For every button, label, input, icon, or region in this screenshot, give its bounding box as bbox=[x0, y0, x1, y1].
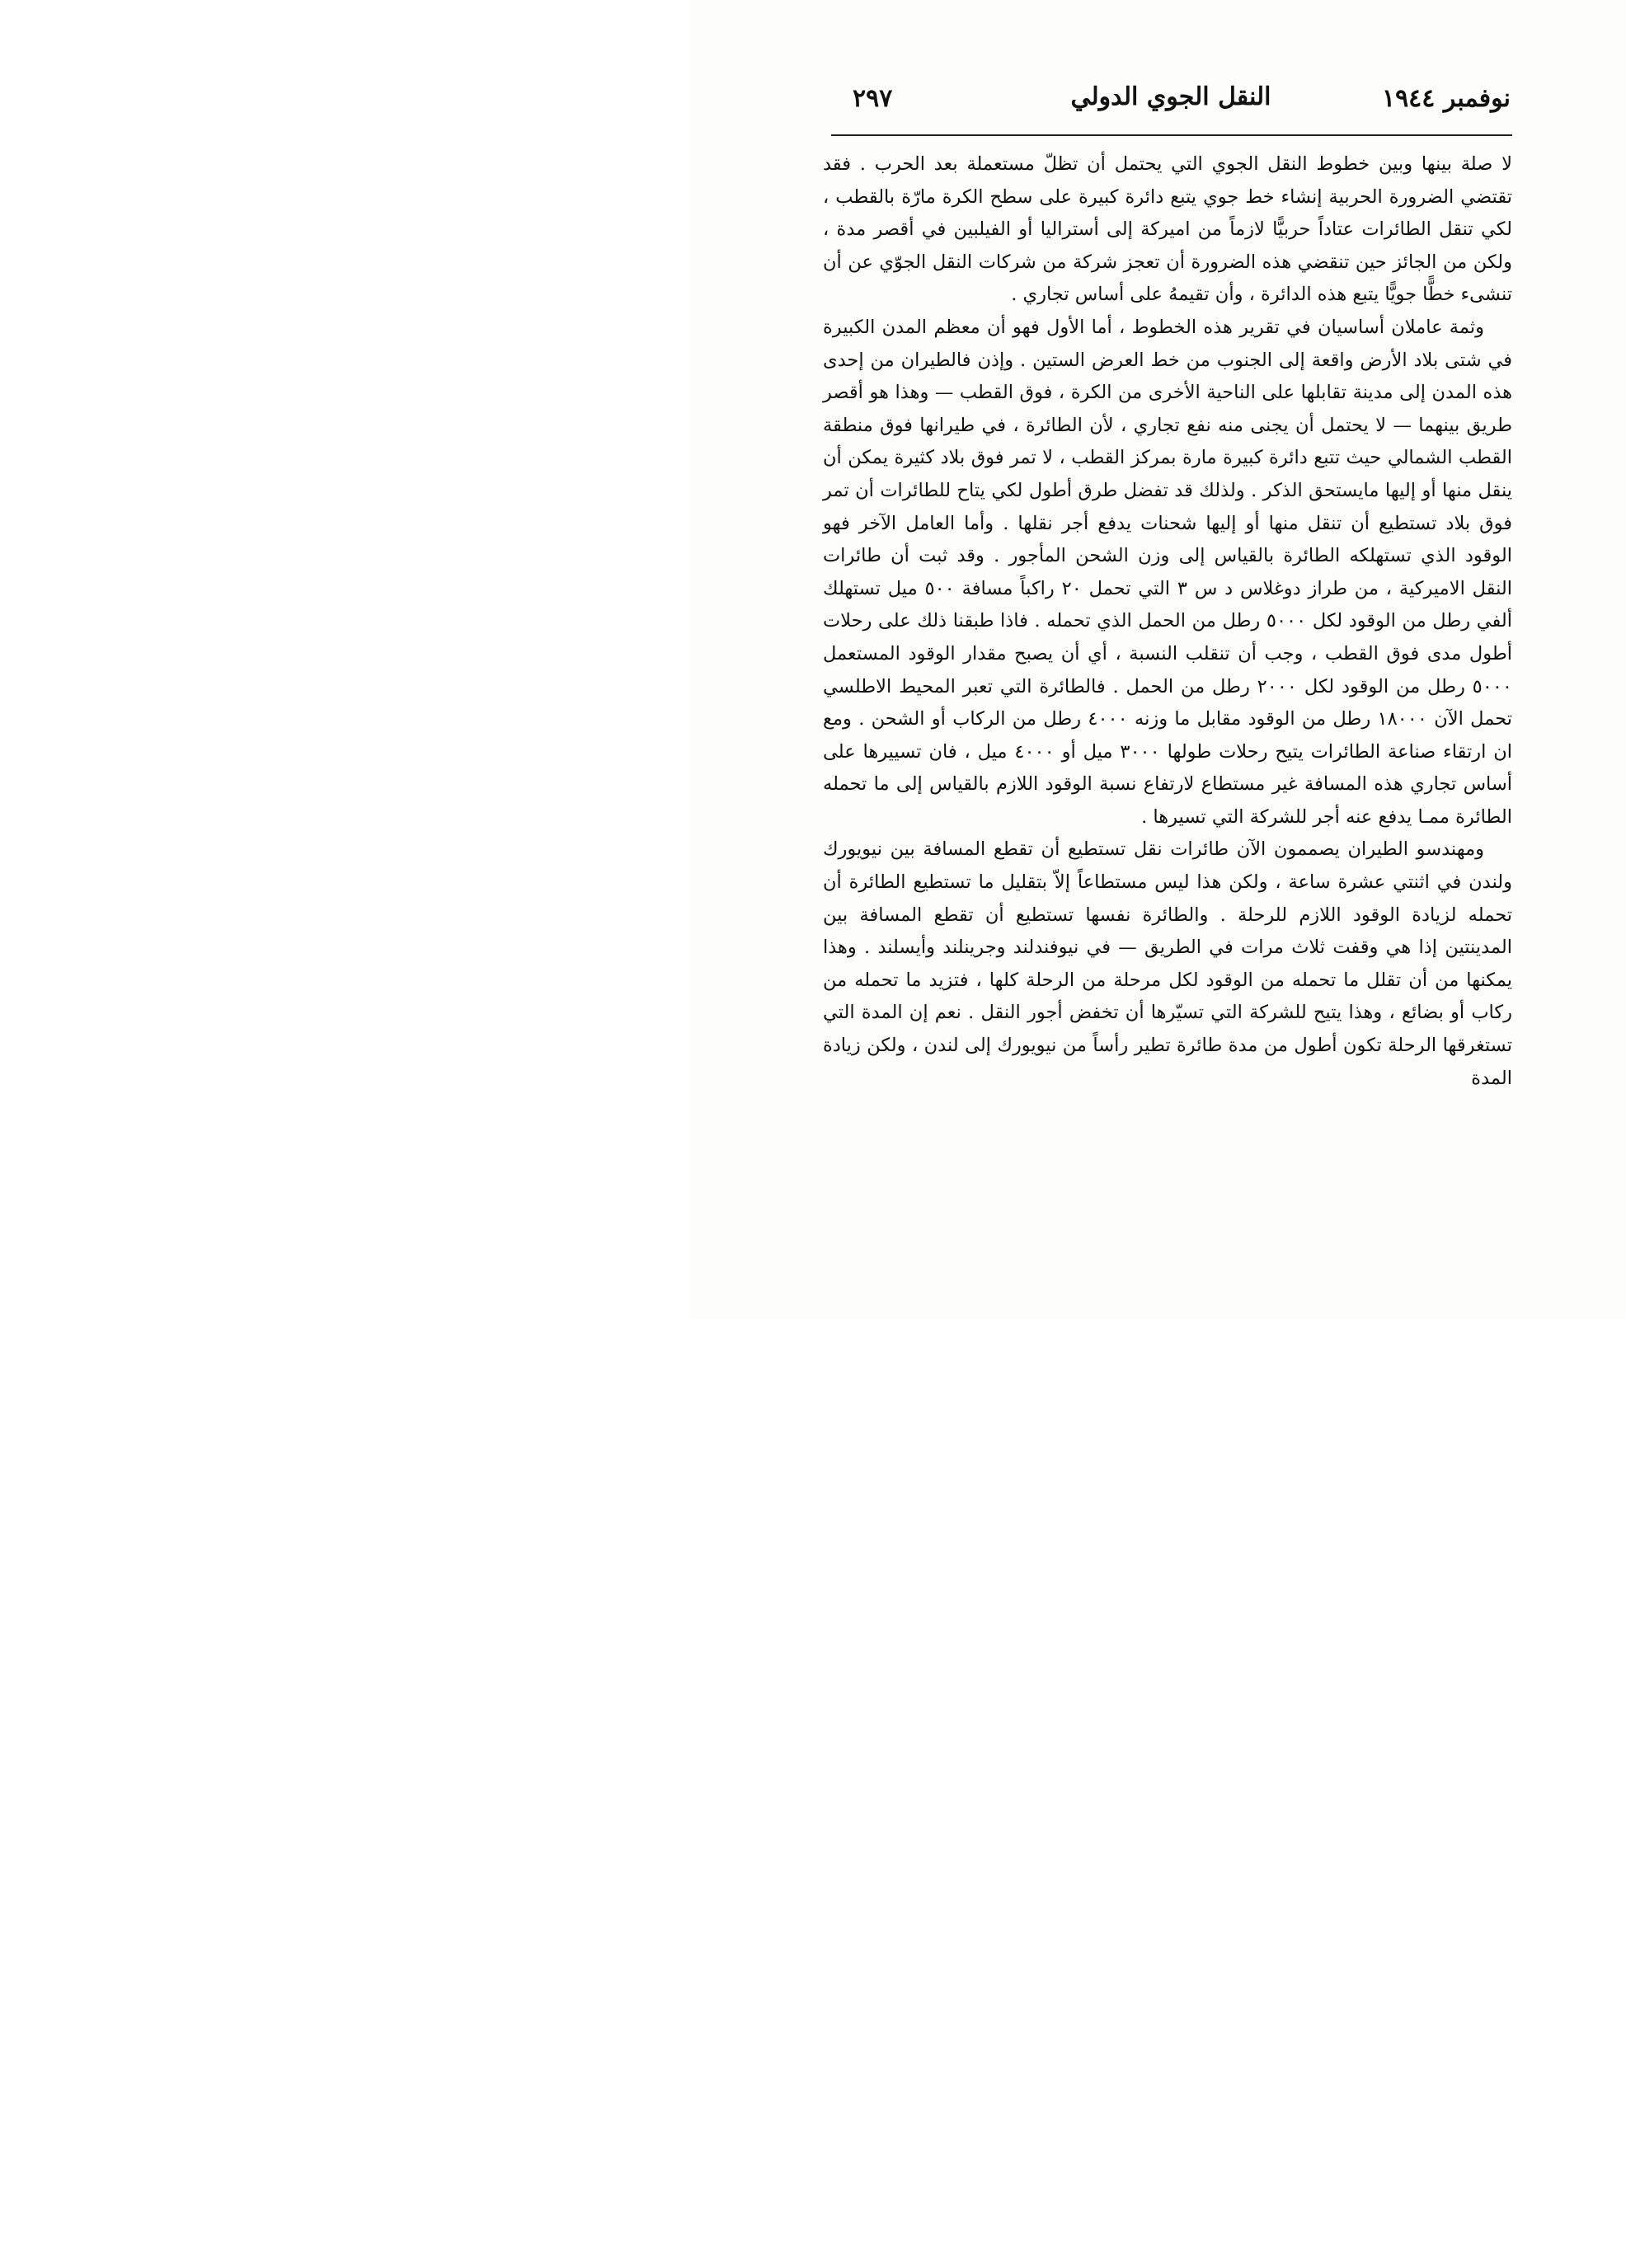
issue-date: نوفمبر ١٩٤٤ bbox=[1381, 84, 1511, 113]
page-number: ٢٩٧ bbox=[853, 84, 893, 113]
paragraph-2: وثمة عاملان أساسيان في تقرير هذه الخطوط ، أما الأول فهو أن معظم المدن الكبيرة في شتى بلاد الأرض واقعة إلى الجنوب من خط العرض الستين . وإذن فالطيران من إحدى هذه المدن إلى مدينة تقابلها على الناحية الأخرى من الكرة ، فوق القطب — وهذا هو أقصر طريق بينهما — لا يحتمل أن يجنى منه نفع تجاري ، لأن الطائرة ، في طيرانها فوق منطقة القطب الشمالي حيث تتبع دائرة كبيرة مارة بمركز القطب ، لا تمر فوق بلاد كثيرة يمكن أن ينقل منها أو إليها مايستحق الذكر . ولذلك قد تفضل طرق أطول لكي يتاح للطائرات أن تمر فوق بلاد تستطيع أن تنقل منها أو إليها شحنات يدفع أجر نقلها . وأما العامل الآخر فهو الوقود الذي تستهلكه الطائرة بالقياس إلى وزن الشحن المأجور . وقد ثبت أن طائرات النقل الاميركية ، من طراز دوغلاس د س ٣ التي تحمل ٢٠ راكباً مسافة ٥٠٠ ميل تستهلك ألفي رطل من الوقود لكل ٥٠٠٠ رطل من الحمل الذي تحمله . فاذا طبقنا ذلك على رحلات أطول مدى فوق القطب ، وجب أن تنقلب النسبة ، أي أن يصبح مقدار الوقود المستعمل ٥٠٠٠ رطل من الوقود لكل ٢٠٠٠ رطل من الحمل . فالطائرة التي تعبر المحيط الاطلسي تحمل الآن ١٨٠٠٠ رطل من الوقود مقابل ما وزنه ٤٠٠٠ رطل من الركاب أو الشحن . ومع ان ارتقاء صناعة الطائرات يتيح رحلات طولها ٣٠٠٠ ميل أو ٤٠٠٠ ميل ، فان تسييرها على أساس تجاري هذه المسافة غير مستطاع لارتفاع نسبة الوقود اللازم بالقياس إلى ما تحمله الطائرة ممـا يدفع عنه أجر للشركة التي تسيرها . bbox=[823, 316, 1512, 828]
article-body bbox=[823, 148, 1512, 1095]
running-header bbox=[831, 81, 1511, 122]
paragraph-3: ومهندسو الطيران يصممون الآن طائرات نقل تستطيع أن تقطع المسافة بين نيويورك ولندن في اثنتي عشرة ساعة ، ولكن هذا ليس مستطاعاً إلاّ بتقليل ما تستطيع الطائرة أن تحمله لزيادة الوقود اللازم للرحلة . والطائرة نفسها تستطيع أن تقطع المسافة بين المدينتين إذا هي وقفت ثلاث مرات في الطريق — في نيوفندلند وجرينلند وأيسلند . وهذا يمكنها من أن تقلل ما تحمله من الوقود لكل مرحلة من الرحلة كلها ، فتزيد ما تحمله من ركاب أو بضائع ، وهذا يتيح للشركة التي تسيّرها أن تخفض أجور النقل . نعم إن المدة التي تستغرقها الرحلة تكون أطول من مدة طائرة تطير رأساً من نيويورك إلى لندن ، ولكن زيادة المدة bbox=[823, 838, 1512, 1089]
running-title: النقل الجوي الدولي bbox=[1070, 82, 1271, 111]
header-rule bbox=[831, 134, 1512, 136]
paragraph-1: لا صلة بينها وبين خطوط النقل الجوي التي يحتمل أن تظلّ مستعملة بعد الحرب . فقد تقتضي الضرورة الحربية إنشاء خط جوي يتبع دائرة كبيرة على سطح الكرة مارّة بالقطب ، لكي تنقل الطائرات عتاداً حربيًّا لازماً من اميركة إلى أستراليا أو الفيلبين في أقصر مدة ، ولكن من الجائز حين تنقضي هذه الضرورة أن تعجز شركة من شركات النقل الجوّي عن أن تنشىء خطًّا جويًّا يتبع هذه الدائرة ، وأن تقيمهُ على أساس تجاري . bbox=[823, 153, 1513, 306]
scanned-page bbox=[691, 0, 1626, 1319]
